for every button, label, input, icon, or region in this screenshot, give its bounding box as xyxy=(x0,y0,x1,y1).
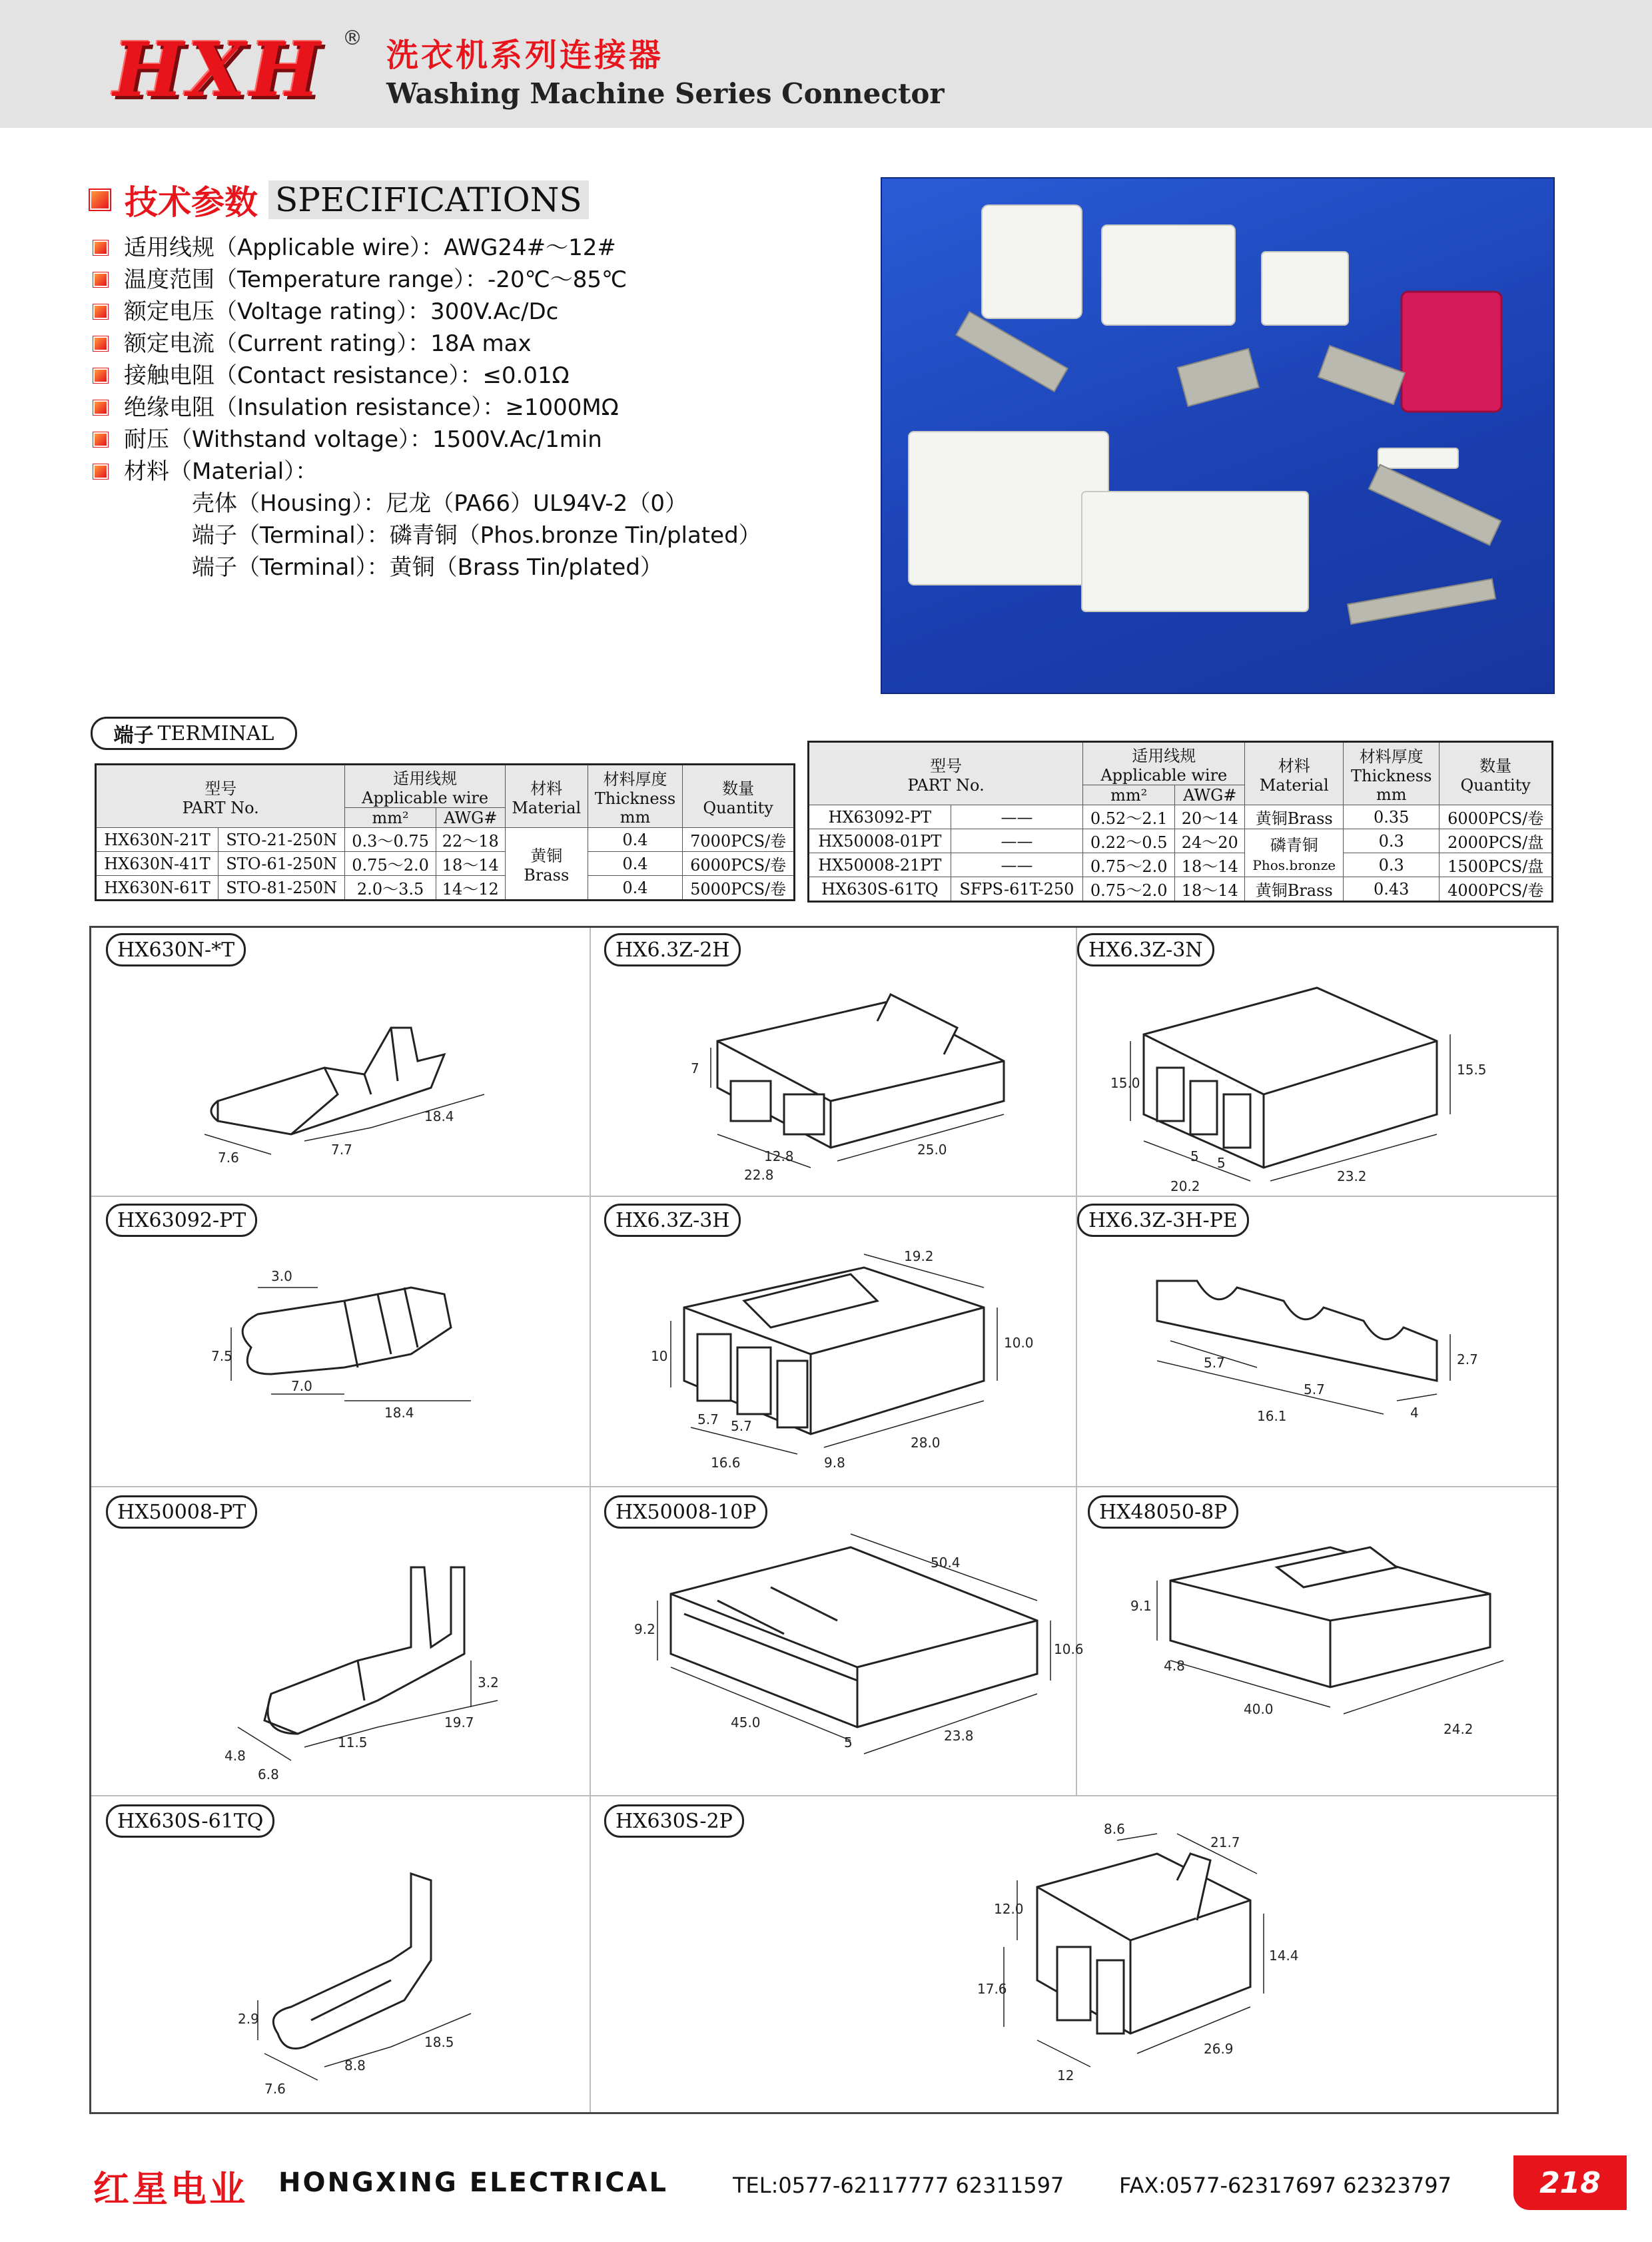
th-awg: AWG# xyxy=(436,808,505,828)
svg-text:4.8: 4.8 xyxy=(1164,1658,1185,1674)
label-hx48050-8p: HX48050-8P xyxy=(1088,1495,1238,1529)
registered-mark: ® xyxy=(342,27,362,50)
svg-text:50.4: 50.4 xyxy=(931,1555,961,1571)
svg-text:7.6: 7.6 xyxy=(218,1150,239,1166)
svg-text:3.2: 3.2 xyxy=(478,1675,499,1690)
drawing-hx630n-t xyxy=(191,988,538,1181)
divider xyxy=(91,1196,1557,1197)
table-row: HX630N-41T STO-61-250N 0.75～2.0 18～14 0.4 6000PCS/卷 xyxy=(96,852,795,876)
svg-text:5: 5 xyxy=(1190,1148,1199,1164)
material-terminal-brass: 端子（Terminal）：黄铜（Brass Tin/plated） xyxy=(192,554,663,581)
svg-text:5.7: 5.7 xyxy=(1304,1381,1325,1397)
svg-text:5.7: 5.7 xyxy=(1204,1355,1225,1371)
telephone: TEL:0577-62117777 62311597 xyxy=(733,2173,1064,2198)
label-hx63092-pt: HX63092-PT xyxy=(106,1204,257,1237)
hxh-logo: HXH xyxy=(113,27,324,114)
connector-photo-illustration xyxy=(882,179,1553,693)
bullet-icon xyxy=(93,304,108,319)
material-housing: 壳体（Housing）：尼龙（PA66）UL94V-2（0） xyxy=(192,490,687,517)
svg-text:26.9: 26.9 xyxy=(1204,2041,1234,2057)
th-mm2: mm² xyxy=(345,808,436,828)
bullet-icon xyxy=(93,432,108,447)
svg-text:17.6: 17.6 xyxy=(977,1981,1007,1997)
th-wire: 适用线规 Applicable wire xyxy=(1083,742,1245,785)
svg-text:9.8: 9.8 xyxy=(824,1455,845,1471)
svg-text:9.1: 9.1 xyxy=(1130,1598,1152,1614)
svg-text:3.0: 3.0 xyxy=(271,1268,292,1284)
drawing-hx630s-61tq xyxy=(191,1840,551,2107)
label-hx6-3z-3n: HX6.3Z-3N xyxy=(1077,933,1214,966)
svg-text:15.5: 15.5 xyxy=(1457,1062,1487,1078)
svg-text:12.8: 12.8 xyxy=(764,1148,794,1164)
table-row: HX630N-61T STO-81-250N 2.0～3.5 14～12 0.4 5000PCS/卷 xyxy=(96,876,795,901)
divider xyxy=(1076,928,1077,1795)
spec-item: 材料（Material）： xyxy=(93,456,761,488)
svg-text:28.0: 28.0 xyxy=(911,1435,941,1451)
svg-text:18.5: 18.5 xyxy=(424,2034,454,2050)
drawing-hx48050-8p xyxy=(1090,1527,1550,1780)
svg-text:18.4: 18.4 xyxy=(384,1405,414,1421)
material-brass-cell: 黄铜 Brass xyxy=(505,828,588,901)
th-mm2: mm² xyxy=(1083,785,1175,805)
drawing-hx6-3z-3n xyxy=(1090,968,1550,1194)
spec-item: 温度范围（Temperature range）：-20℃～85℃ xyxy=(93,264,761,296)
svg-text:5.7: 5.7 xyxy=(731,1418,752,1434)
table-row: HX63092-PT —— 0.52～2.1 20～14 黄铜Brass 0.35 6000PCS/卷 xyxy=(809,805,1553,829)
svg-text:4.8: 4.8 xyxy=(224,1748,246,1764)
divider xyxy=(590,928,591,2112)
page-number: 218 xyxy=(1513,2155,1627,2210)
svg-text:10: 10 xyxy=(651,1348,668,1364)
table-row: HX50008-21PT —— 0.75～2.0 18～14 0.3 1500PCS/盘 xyxy=(809,853,1553,877)
label-hx630s-61tq: HX630S-61TQ xyxy=(106,1804,274,1838)
specifications-heading xyxy=(90,176,589,224)
label-hx50008-10p: HX50008-10P xyxy=(604,1495,767,1529)
label-hx50008-pt: HX50008-PT xyxy=(106,1495,257,1529)
spec-title-en: SPECIFICATIONS xyxy=(268,181,589,219)
spec-item: 适用线规（Applicable wire）：AWG24#～12# xyxy=(93,232,761,264)
svg-text:6.8: 6.8 xyxy=(258,1766,279,1782)
bullet-icon xyxy=(93,464,108,479)
product-photo xyxy=(881,177,1555,694)
th-thickness: 材料厚度 Thickness mm xyxy=(588,765,683,828)
svg-text:5.7: 5.7 xyxy=(697,1411,719,1427)
spec-list xyxy=(93,232,761,583)
fax: FAX:0577-62317697 62323797 xyxy=(1119,2173,1451,2198)
svg-text:23.8: 23.8 xyxy=(944,1728,974,1744)
svg-text:8.8: 8.8 xyxy=(344,2057,366,2073)
svg-text:2.7: 2.7 xyxy=(1457,1351,1478,1367)
svg-text:4: 4 xyxy=(1410,1405,1419,1421)
bullet-icon xyxy=(93,400,108,415)
svg-text:12.0: 12.0 xyxy=(994,1901,1024,1917)
svg-text:7: 7 xyxy=(691,1060,699,1076)
bullet-icon xyxy=(93,272,108,287)
svg-text:7.7: 7.7 xyxy=(331,1142,352,1158)
drawing-hx630s-2p xyxy=(957,1814,1357,2107)
material-phos-cell: 磷青铜 Phos.bronze xyxy=(1245,829,1344,877)
th-part: 型号 PART No. xyxy=(809,742,1083,805)
divider xyxy=(91,1795,1557,1796)
svg-text:15.0: 15.0 xyxy=(1110,1075,1140,1091)
svg-text:5: 5 xyxy=(1217,1155,1226,1171)
terminal-table-right xyxy=(807,741,1553,903)
svg-text:10.6: 10.6 xyxy=(1054,1641,1084,1657)
svg-text:7.5: 7.5 xyxy=(211,1348,232,1364)
svg-text:2.9: 2.9 xyxy=(238,2011,259,2027)
label-hx6-3z-2h: HX6.3Z-2H xyxy=(604,933,741,966)
svg-text:7.0: 7.0 xyxy=(291,1378,312,1394)
table-row: HX630N-21T STO-21-250N 0.3～0.75 22～18 黄铜 Brass 0.4 7000PCS/卷 xyxy=(96,828,795,852)
svg-text:40.0: 40.0 xyxy=(1244,1701,1274,1717)
svg-text:20.2: 20.2 xyxy=(1170,1178,1200,1194)
svg-text:19.2: 19.2 xyxy=(904,1248,934,1264)
th-wire: 适用线规 Applicable wire xyxy=(345,765,505,808)
svg-text:16.6: 16.6 xyxy=(711,1455,741,1471)
th-part: 型号 PART No. xyxy=(96,765,345,828)
svg-text:24.2: 24.2 xyxy=(1444,1721,1473,1737)
svg-text:14.4: 14.4 xyxy=(1269,1948,1299,1964)
table-row: HX630S-61TQ SFPS-61T-250 0.75～2.0 18～14 黄铜Brass 0.43 4000PCS/卷 xyxy=(809,877,1553,902)
title-english: Washing Machine Series Connector xyxy=(386,77,945,110)
th-thickness: 材料厚度 Thickness mm xyxy=(1344,742,1440,805)
square-bullet-icon xyxy=(90,190,110,210)
company-name-en: HONGXING ELECTRICAL xyxy=(278,2167,669,2198)
bullet-icon xyxy=(93,240,108,255)
divider xyxy=(91,1486,1557,1487)
spec-item: 耐压（Withstand voltage）：1500V.Ac/1min xyxy=(93,424,761,456)
company-name-cn: 红星电业 xyxy=(93,2168,248,2210)
svg-text:7.6: 7.6 xyxy=(264,2081,286,2097)
drawing-hx6-3z-3h-pe xyxy=(1090,1241,1550,1454)
label-hx6-3z-3h: HX6.3Z-3H xyxy=(604,1204,741,1237)
svg-text:21.7: 21.7 xyxy=(1210,1834,1240,1850)
spec-item: 绝缘电阻（Insulation resistance）：≥1000MΩ xyxy=(93,392,761,424)
th-material: 材料 Material xyxy=(1245,742,1344,805)
terminal-table-left xyxy=(95,763,795,901)
label-hx630s-2p: HX630S-2P xyxy=(604,1804,744,1838)
svg-text:12: 12 xyxy=(1057,2067,1074,2083)
spec-item: 额定电压（Voltage rating）：300V.Ac/Dc xyxy=(93,296,761,328)
th-quantity: 数量 Quantity xyxy=(683,765,795,828)
th-material: 材料 Material xyxy=(505,765,588,828)
th-awg: AWG# xyxy=(1175,785,1245,805)
drawing-hx6-3z-2h xyxy=(611,968,1064,1188)
label-hx6-3z-3h-pe: HX6.3Z-3H-PE xyxy=(1077,1204,1249,1237)
drawings-grid xyxy=(89,926,1559,2114)
title-chinese: 洗衣机系列连接器 xyxy=(386,37,664,74)
svg-text:25.0: 25.0 xyxy=(917,1142,947,1158)
svg-text:23.2: 23.2 xyxy=(1337,1168,1367,1184)
spec-item: 额定电流（Current rating）：18A max xyxy=(93,328,761,360)
svg-text:8.6: 8.6 xyxy=(1104,1821,1125,1837)
bullet-icon xyxy=(93,336,108,351)
label-hx630n-t: HX630N-*T xyxy=(106,933,246,966)
svg-text:11.5: 11.5 xyxy=(338,1734,368,1750)
svg-text:16.1: 16.1 xyxy=(1257,1408,1287,1424)
terminal-section-tag: 端子 TERMINAL xyxy=(91,717,297,750)
svg-text:18.4: 18.4 xyxy=(424,1108,454,1124)
spec-item: 接触电阻（Contact resistance）：≤0.01Ω xyxy=(93,360,761,392)
drawing-hx50008-pt xyxy=(191,1527,551,1780)
bullet-icon xyxy=(93,368,108,383)
svg-text:5: 5 xyxy=(844,1734,853,1750)
drawing-hx50008-10p xyxy=(611,1527,1084,1787)
svg-text:9.2: 9.2 xyxy=(634,1621,655,1637)
th-quantity: 数量 Quantity xyxy=(1440,742,1553,805)
drawing-hx63092-pt xyxy=(191,1248,551,1447)
svg-text:19.7: 19.7 xyxy=(444,1714,474,1730)
svg-text:10.0: 10.0 xyxy=(1004,1335,1034,1351)
drawing-hx6-3z-3h xyxy=(611,1228,1064,1481)
table-row: HX50008-01PT —— 0.22～0.5 24～20 磷青铜 Phos.bronze 0.3 2000PCS/盘 xyxy=(809,829,1553,853)
svg-text:22.8: 22.8 xyxy=(744,1167,774,1183)
material-terminal-phos: 端子（Terminal）：磷青铜（Phos.bronze Tin/plated） xyxy=(192,522,761,549)
spec-title-cn: 技术参数 xyxy=(125,183,258,222)
svg-text:45.0: 45.0 xyxy=(731,1714,761,1730)
